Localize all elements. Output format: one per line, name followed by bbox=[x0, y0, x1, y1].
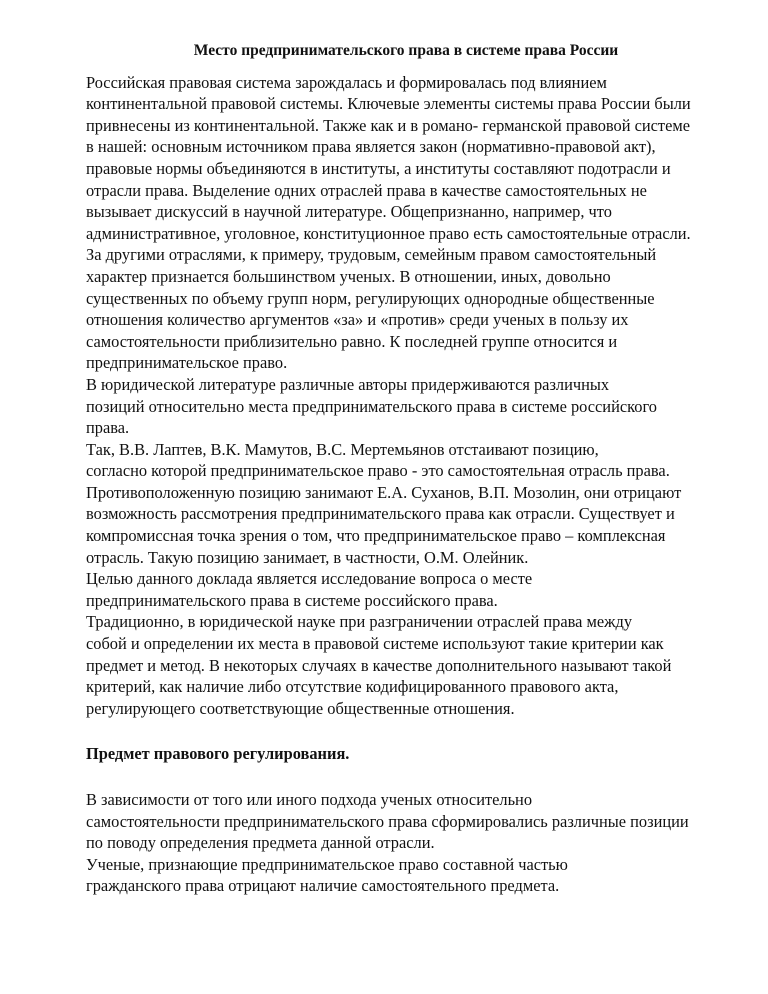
text-line: Целью данного доклада является исследование вопроса о месте bbox=[86, 569, 533, 589]
paragraph-2 bbox=[44, 374, 732, 439]
text-line: позиций относительно места предпринимательского права в системе российского bbox=[86, 396, 657, 416]
text-line: вызывает дискуссий в научной литературе. Общепризнанно, например, что bbox=[86, 202, 612, 222]
text-line: Российская правовая система зарождалась и формировалась под влиянием bbox=[86, 72, 607, 92]
text-line: в нашей: основным источником права является закон (нормативно-правовой акт), bbox=[86, 137, 656, 157]
text-line: критерий, как наличие либо отсутствие кодифицированного правового акта, bbox=[86, 677, 619, 697]
text-line: административное, уголовное, конституционное право есть самостоятельные отрасли. bbox=[86, 223, 691, 243]
text-line: Так, В.В. Лаптев, В.К. Мамутов, В.С. Мертемьянов отстаивают позицию, bbox=[86, 439, 599, 459]
text-line: Традиционно, в юридической науке при разграничении отраслей права между bbox=[86, 612, 633, 632]
paragraph-3 bbox=[44, 439, 732, 569]
document-title: Место предпринимательского права в системе права России bbox=[193, 42, 619, 59]
text-line: характер признается большинством ученых. В отношении, иных, довольно bbox=[86, 266, 611, 286]
text-line: самостоятельности предпринимательского права сформировались различные позиции bbox=[86, 811, 689, 831]
text-line: отношения количество аргументов «за» и «против» среди ученых в пользу их bbox=[86, 310, 629, 330]
paragraph-1 bbox=[44, 72, 732, 374]
paragraph-7 bbox=[44, 854, 732, 897]
text-line: предпринимательское право. bbox=[86, 353, 288, 373]
text-line: континентальной правовой системы. Ключевые элементы системы права России были bbox=[86, 94, 691, 114]
text-line: существенных по объему групп норм, регулирующих однородные общественные bbox=[86, 288, 655, 308]
text-line: В юридической литературе различные авторы придерживаются различных bbox=[86, 374, 610, 394]
paragraph-4 bbox=[44, 568, 732, 611]
text-line: Ученые, признающие предпринимательское право составной частью bbox=[86, 854, 568, 874]
paragraph-5 bbox=[44, 611, 732, 719]
text-line: гражданского права отрицают наличие самостоятельного предмета. bbox=[86, 876, 560, 896]
section-intro bbox=[44, 72, 732, 720]
text-line: возможность рассмотрения предпринимательского права как отрасли. Существует и bbox=[86, 504, 675, 524]
text-line: предмет и метод. В некоторых случаях в качестве дополнительного называют такой bbox=[86, 655, 672, 675]
paragraph-6 bbox=[44, 789, 732, 854]
text-line: Противоположенную позицию занимают Е.А. Суханов, В.П. Мозолин, они отрицают bbox=[86, 482, 682, 502]
text-line: согласно которой предпринимательское право - это самостоятельная отрасль права. bbox=[86, 461, 670, 481]
text-line: по поводу определения предмета данной отрасли. bbox=[86, 833, 435, 853]
section-subject bbox=[44, 789, 732, 897]
text-line: собой и определении их места в правовой системе используют такие критерии как bbox=[86, 634, 664, 654]
text-line: предпринимательского права в системе российского права. bbox=[86, 590, 498, 610]
text-line: самостоятельности приблизительно равно. К последней группе относится и bbox=[86, 331, 618, 351]
text-line: отрасль. Такую позицию занимает, в частности, О.М. Олейник. bbox=[86, 547, 529, 567]
text-line: привнесены из континентальной. Также как и в романо- германской правовой системе bbox=[86, 115, 691, 135]
text-line: регулирующего соответствующие общественные отношения. bbox=[86, 698, 515, 718]
text-line: отрасли права. Выделение одних отраслей права в качестве самостоятельных не bbox=[86, 180, 647, 200]
document-page bbox=[44, 40, 732, 897]
section-heading: Предмет правового регулирования. bbox=[86, 744, 350, 764]
text-line: права. bbox=[86, 418, 130, 438]
text-line: За другими отраслями, к примеру, трудовым, семейным правом самостоятельный bbox=[86, 245, 657, 265]
text-line: правовые нормы объединяются в институты, а институты составляют подотрасли и bbox=[86, 158, 671, 178]
text-line: компромиссная точка зрения о том, что предпринимательское право – комплексная bbox=[86, 526, 666, 546]
text-line: В зависимости от того или иного подхода ученых относительно bbox=[86, 790, 533, 809]
